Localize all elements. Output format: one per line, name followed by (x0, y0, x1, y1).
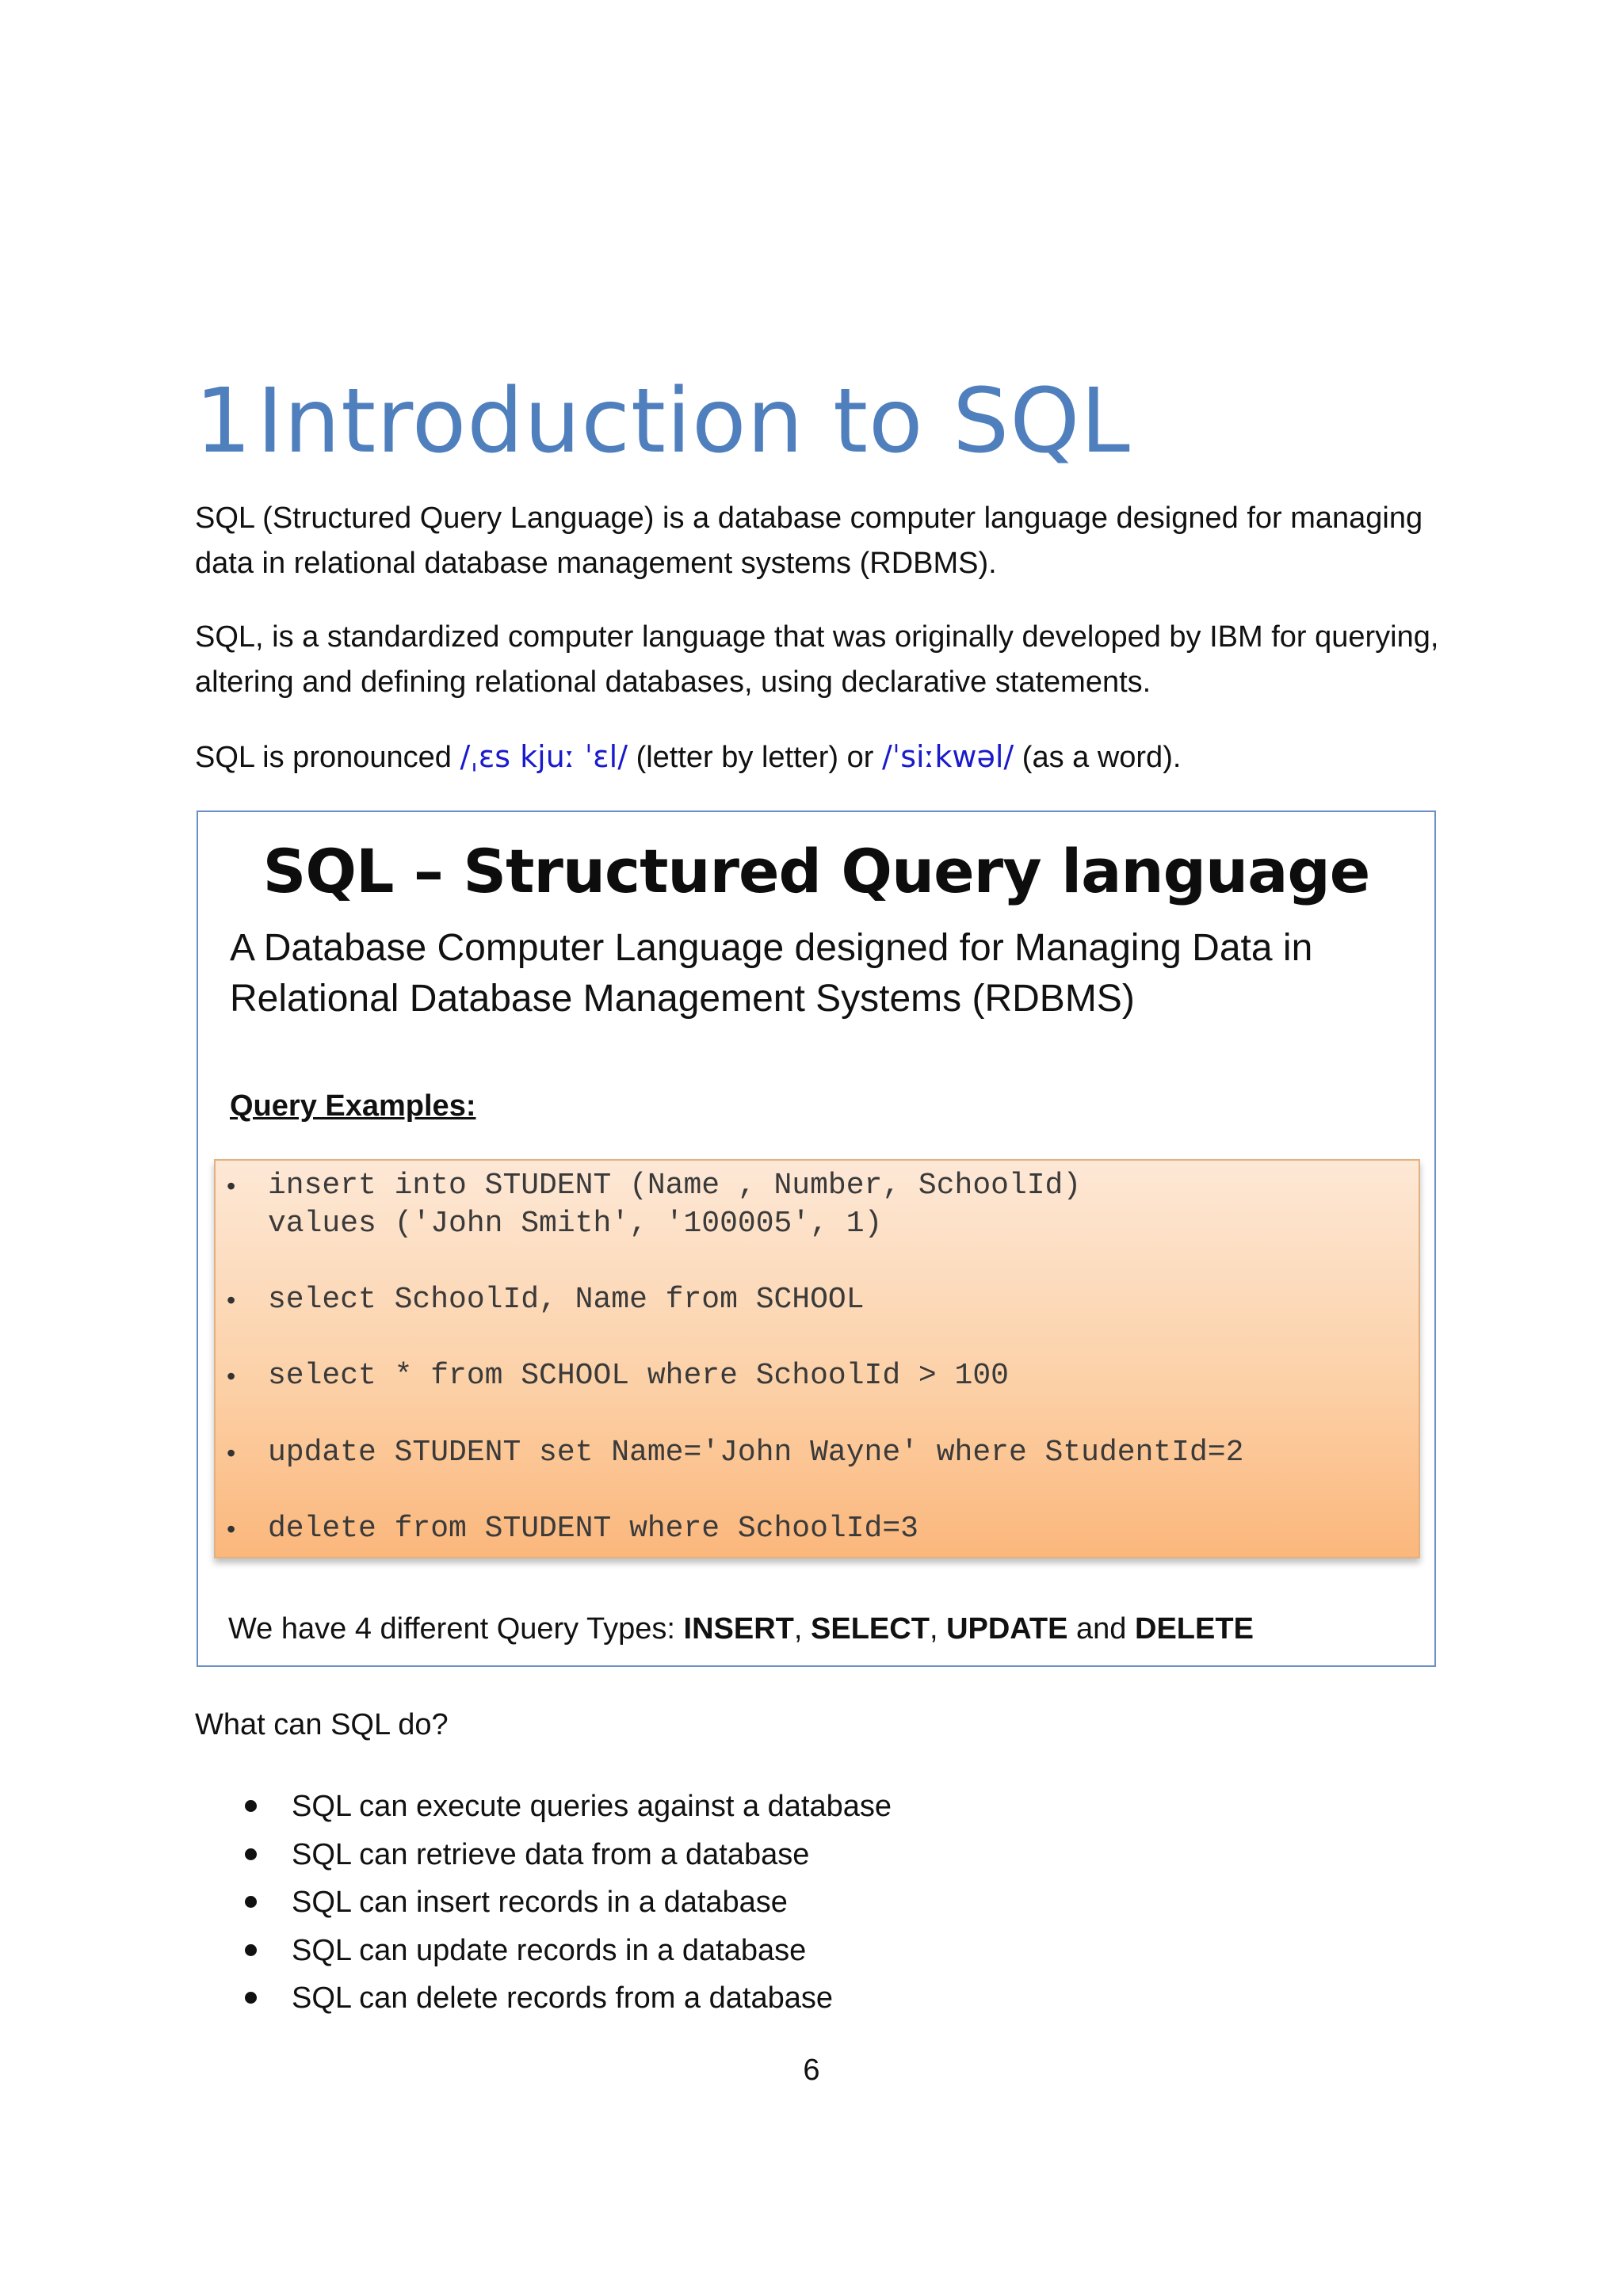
intro-paragraph-2: SQL, is a standardized computer language that was originally developed by IBM for querying, altering and defining relational databases, using declarative statements. (195, 620, 1439, 699)
query-example-insert (216, 1167, 1419, 1281)
list-item (0, 1783, 1623, 1831)
chapter-heading (195, 370, 1131, 473)
query-code: select SchoolId, Name from SCHOOL (268, 1283, 865, 1317)
pronunciation-prefix: SQL is pronounced (195, 741, 460, 774)
intro-paragraph-1: SQL (Structured Query Language) is a database computer language designed for managing data in relational database management systems (RDBMS). (195, 502, 1423, 580)
pronunciation-middle: (letter by letter) or (628, 741, 882, 774)
slide-subtitle: A Database Computer Language designed for Managing Data in Relational Database Management Systems (RDBMS) (230, 927, 1313, 1020)
list-item (0, 1927, 1623, 1975)
query-type-insert: INSERT (683, 1612, 794, 1646)
list-bullet: • (227, 1172, 236, 1200)
summary-separator: , (929, 1612, 947, 1646)
pronunciation-paragraph (195, 734, 1463, 780)
bullet-dot-icon (245, 1992, 257, 2004)
list-bullet: • (227, 1515, 236, 1543)
query-code: delete from STUDENT where SchoolId=3 (268, 1512, 918, 1546)
query-types-summary (228, 1612, 1254, 1646)
bullet-dot-icon (245, 1896, 257, 1908)
query-type-update: UPDATE (946, 1612, 1068, 1646)
query-code: update STUDENT set Name='John Wayne' where StudentId=2 (268, 1436, 1244, 1470)
summary-and: and (1067, 1612, 1136, 1646)
summary-separator: , (793, 1612, 812, 1646)
chapter-number: 1 (195, 370, 253, 474)
ipa-word-link[interactable]: /ˈsiːkwəl/ (882, 739, 1014, 774)
pronunciation-suffix: (as a word). (1014, 741, 1182, 774)
chapter-title: Introduction to SQL (257, 370, 1131, 474)
query-code: insert into STUDENT (Name , Number, SchoolId) values ('John Smith', '100005', 1) (268, 1169, 1082, 1241)
query-examples-box (214, 1159, 1420, 1558)
list-bullet: • (227, 1439, 236, 1467)
list-bullet: • (227, 1362, 236, 1390)
slide-title: SQL – Structured Query language (262, 836, 1370, 906)
query-example-delete (216, 1510, 1419, 1624)
summary-prefix: We have 4 different Query Types: (228, 1612, 684, 1646)
query-type-delete: DELETE (1135, 1612, 1254, 1646)
query-type-select: SELECT (811, 1612, 930, 1646)
ipa-letters-link[interactable]: /ˌɛs kjuː ˈɛl/ (460, 739, 628, 774)
list-item (0, 1974, 1623, 2023)
sql-slide-figure (197, 810, 1436, 1667)
page-number: 6 (803, 2054, 820, 2087)
list-bullet: • (227, 1286, 236, 1314)
bullet-dot-icon (245, 1944, 257, 1956)
list-item-text: SQL can delete records from a database (292, 1981, 833, 2015)
what-can-sql-do-heading: What can SQL do? (195, 1708, 449, 1741)
list-item (0, 1878, 1623, 1927)
list-item-text: SQL can retrieve data from a database (292, 1838, 810, 1871)
bullet-dot-icon (245, 1848, 257, 1860)
query-code: select * from SCHOOL where SchoolId > 100 (268, 1359, 1009, 1393)
list-item (0, 1831, 1623, 1879)
query-examples-label: Query Examples: (230, 1089, 476, 1123)
list-item-text: SQL can update records in a database (292, 1934, 807, 1967)
list-item-text: SQL can insert records in a database (292, 1886, 788, 1919)
bullet-dot-icon (245, 1800, 257, 1812)
list-item-text: SQL can execute queries against a database (292, 1790, 892, 1823)
